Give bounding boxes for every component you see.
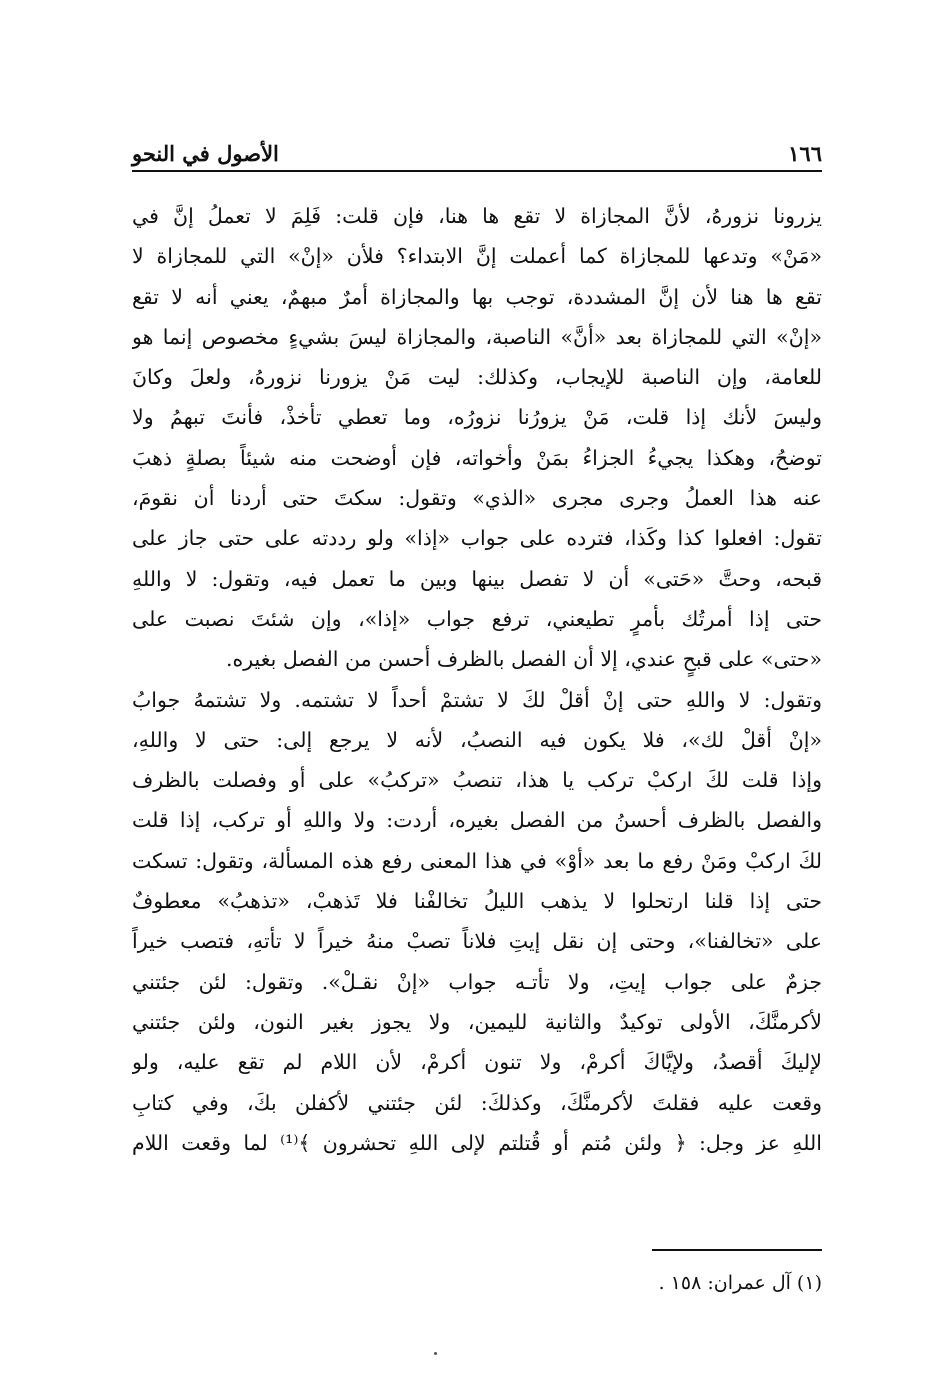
text-line: عنه هذا العملُ وجرى مجرى «الذي» وتقول: سكتَ حتى أردنا أن نقومَ، [132,486,822,511]
footnote: (١) آل عمران: ١٥٨ . [658,1272,822,1294]
text-line: وتقول: لا واللهِ حتى إنْ أقلْ لكَ لا تشتمْ أحداً لا تشتمه. ولا تشتمهُ جوابُ [132,687,822,712]
text-line: لكَ اركبْ ومَنْ رفع ما بعد «أوْ» في هذا المعنى رفع هذه المسألة، وتقول: تسكت [132,848,822,873]
page-number: ١٦٦ [788,141,822,166]
text-line: حتى إذا أمرتُك بأمرٍ تطيعني، ترفع جواب «إذا»، وإن شئتَ نصبت على [132,606,822,631]
text-line: لإليكَ أقصدُ، ولإيَّاكَ أكرمْ، ولا تنون أكرمْ، لأن اللام لم تقع عليه، ولو [132,1050,822,1075]
text-line: تقول: افعلوا كذا وكَذا، فترده على جواب «إذا» ولو رددته على حتى جاز على [132,526,822,551]
running-title: الأصول في النحو [132,141,279,166]
text-line: وقعت عليه فقلتَ لأكرمنَّكَ، وكذلكَ: لئن جئتني لأكفلن بكَ، وفي كتابِ [132,1090,822,1115]
text-line: «حتى» على قبحٍ عندي، إلا أن الفصل بالظرف أحسن من الفصل بغيره. [225,647,822,672]
text-line: وليسَ لأنك إذا قلت، مَنْ يزورُنا نزورُه، وما تعطي تأخذْ، فأنتَ تبهمُ ولا [132,405,822,430]
text-line: جزمٌ على جواب إيتِ، ولا تأتـه جواب «إنْ نقـلْ». وتقول: لئن جئتني [132,969,822,994]
footnote-divider [652,1249,822,1251]
text-line: تقع ها هنا لأن إنَّ المشددة، توجب بها والمجازاة أمرٌ مبهمٌ، يعني أنه لا تقع [132,284,822,309]
text-line: حتى إذا قلنا ارتحلوا لا يذهب الليلُ تخالفْنا فلا تَذهبْ، «تذهبُ» معطوفٌ [132,889,822,914]
text-line: على «تخالفنا»، وحتى إن نقل إيتِ فلاناً تصبْ منهُ خيراً لا تأتهِ، فتصب خيراً [132,929,822,954]
text-line: وإذا قلت لكَ اركبْ تركب يا هذا، تنصبُ «تركبُ» على أو وفصلت بالظرف [132,768,822,793]
body-text [132,196,822,1163]
text-line: للعامة، وإن الناصبة للإيجاب، وكذلك: ليت مَنْ يزورنا نزورهُ، ولعلَ وكانَ [132,365,822,390]
text-line: يزرونا نزورهُ، لأنَّ المجازاة لا تقع ها هنا، فإن قلت: فَلِمَ لا تعملُ إنَّ في [132,204,822,228]
text-line: لأكرمنَّكَ، الأولى توكيدٌ والثانية لليمين، ولا يجوز بغير النون، ولئن جئتني [132,1009,822,1034]
text-line: توضحُ، وهكذا يجيءُ الجزاءُ بمَنْ وأخواته، فإن أوضحت منه شيئاً بصلةٍ ذهبَ [132,445,822,470]
text-line: اللهِ عز وجل: ﴿ ولئن مُتم أو قُتلتم لإلى اللهِ تحشرون ﴾⁽¹⁾ لما وقعت اللام [132,1130,822,1155]
text-line: «إنْ أقلْ لك»، فلا يكون فيه النصبُ، لأنه لا يرجع إلى: حتى لا واللهِ، [132,727,822,752]
running-header [132,140,822,172]
scan-speck [434,1352,437,1355]
text-line: «مَنْ» وتدعها للمجازاة كما أعملت إنَّ الابتداء؟ فلأن «إنْ» التي للمجازاة لا [132,244,822,269]
text-line: «إنْ» التي للمجازاة بعد «أنَّ» الناصبة، والمجازاة ليسَ بشيءٍ مخصوص إنما هو [132,324,822,349]
text-line: والفصل بالظرف أحسنُ من الفصل بغيره، أردت: ولا واللهِ أو تركب، إذا قلت [132,808,822,833]
text-line: قبحه، وحتَّ «حَتى» أن لا تفصل بينها وبين ما تعمل فيه، وتقول: لا واللهِ [132,566,822,591]
